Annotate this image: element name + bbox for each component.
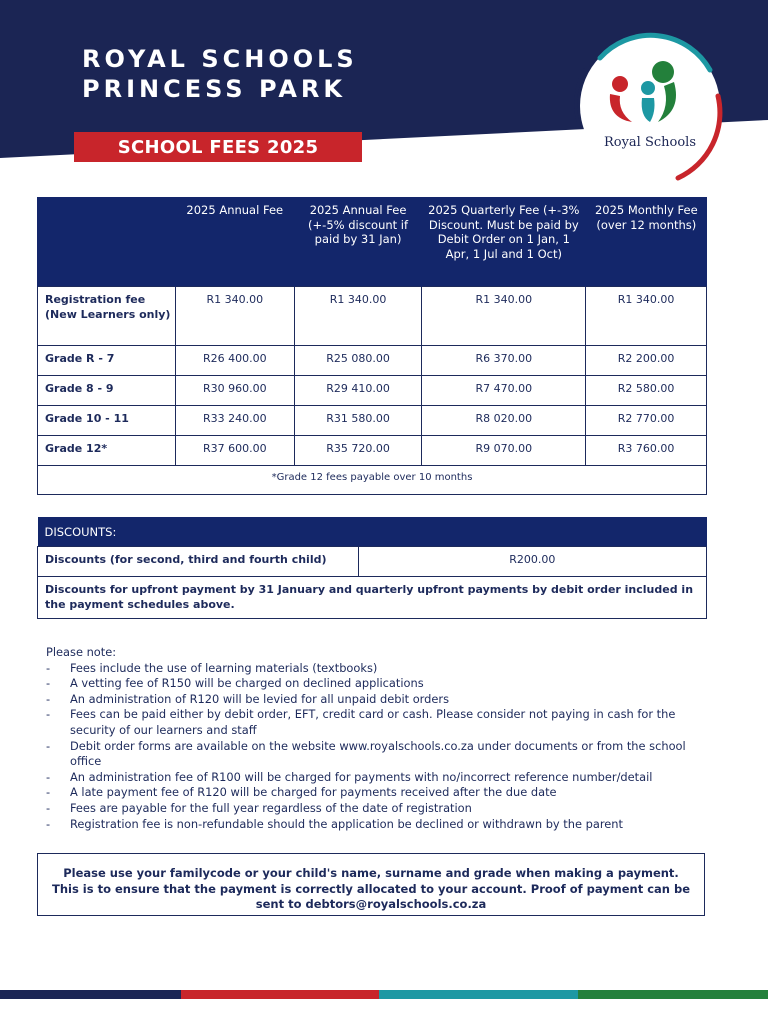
fee-row-label: Registration fee (New Learners only) [38, 287, 176, 346]
note-text: Registration fee is non-refundable should the application be declined or withdrawn by the parent [70, 816, 623, 831]
royal-schools-logo [570, 26, 730, 186]
list-item: - Fees include the use of learning materials (textbooks) [46, 660, 378, 675]
fees-column-header-monthly: 2025 Monthly Fee (over 12 months) [586, 197, 707, 287]
school-title [82, 44, 358, 104]
table-row [38, 287, 707, 346]
fee-annual-discount: R1 340.00 [294, 287, 422, 346]
footer-bar-green [578, 990, 768, 999]
fee-monthly: R2 580.00 [586, 376, 707, 406]
fee-monthly: R2 770.00 [586, 406, 707, 436]
logo-figure-red-head [612, 76, 628, 92]
fee-row-label: Grade 8 - 9 [38, 376, 176, 406]
fee-annual: R37 600.00 [175, 436, 294, 466]
fees-table-header-row [38, 197, 707, 287]
fee-quarterly: R1 340.00 [422, 287, 586, 346]
discounts-header-row [38, 517, 707, 547]
fee-monthly: R2 200.00 [586, 346, 707, 376]
note-text: An administration fee of R100 will be charged for payments with no/incorrect reference number/detail [70, 769, 653, 784]
notes-heading: Please note: [46, 645, 117, 659]
fee-quarterly: R6 370.00 [422, 346, 586, 376]
footnote-row [38, 466, 707, 495]
note-text: Debit order forms are available on the website www.royalschools.co.za under documents or from the school office [70, 738, 686, 769]
discounts-table [37, 517, 707, 619]
fee-monthly: R3 760.00 [586, 436, 707, 466]
note-text: Fees include the use of learning materials (textbooks) [70, 660, 378, 675]
fees-column-header-quarterly: 2025 Quarterly Fee (+-3% Discount. Must be paid by Debit Order on 1 Jan, 1 Apr, 1 Jul and 1 Oct) [422, 197, 586, 287]
table-row [38, 376, 707, 406]
logo-figure-green-head [652, 61, 674, 83]
list-item: - An administration fee of R100 will be charged for payments with no/incorrect reference number/detail [46, 769, 653, 784]
fee-annual: R26 400.00 [175, 346, 294, 376]
list-item: - Fees are payable for the full year regardless of the date of registration [46, 800, 472, 815]
list-item: - Fees can be paid either by debit order, EFT, credit card or cash. Please consider not paying in cash for the security of our learners and staff [46, 707, 676, 737]
note-text: An administration of R120 will be levied for all unpaid debit orders [70, 691, 449, 706]
footer-bar-teal [379, 990, 578, 999]
table-row [38, 547, 707, 577]
footer-bar-red [181, 990, 379, 999]
upfront-discount-note: Discounts for upfront payment by 31 January and quarterly upfront payments by debit order included in the payment schedules above. [38, 577, 707, 619]
list-item: - Debit order forms are available on the website www.royalschools.co.za under documents or from the school office [46, 738, 686, 769]
school-fees-banner: SCHOOL FEES 2025 [74, 132, 362, 162]
note-text: A vetting fee of R150 will be charged on declined applications [70, 676, 424, 691]
fee-quarterly: R8 020.00 [422, 406, 586, 436]
table-row [38, 406, 707, 436]
payment-reference-notice: Please use your familycode or your child's name, surname and grade when making a payment. This is to ensure that the payment is correctly allocated to your account. Proof of payment can be sent to debtors@royalschools.co.za [37, 853, 705, 916]
school-title-line1: ROYAL SCHOOLS [82, 45, 358, 73]
list-item: - An administration of R120 will be levied for all unpaid debit orders [46, 691, 449, 706]
note-text: Fees are payable for the full year regardless of the date of registration [70, 800, 472, 815]
please-note-section [46, 645, 706, 832]
fee-annual-discount: R25 080.00 [294, 346, 422, 376]
fee-annual-discount: R31 580.00 [294, 406, 422, 436]
fee-annual-discount: R35 720.00 [294, 436, 422, 466]
fees-column-header-annual-discount: 2025 Annual Fee (+-5% discount if paid by 31 Jan) [294, 197, 422, 287]
note-text: A late payment fee of R120 will be charged for payments received after the due date [70, 785, 557, 800]
school-title-line2: PRINCESS PARK [82, 75, 346, 103]
fee-annual: R1 340.00 [175, 287, 294, 346]
fee-monthly: R1 340.00 [586, 287, 707, 346]
fees-column-header-annual: 2025 Annual Fee [175, 197, 294, 287]
footer-bar-navy [0, 990, 181, 999]
sibling-discount-amount: R200.00 [358, 547, 706, 577]
school-fees-table [37, 197, 707, 495]
list-item: - Registration fee is non-refundable should the application be declined or withdrawn by the parent [46, 816, 623, 831]
fee-annual: R33 240.00 [175, 406, 294, 436]
table-row [38, 436, 707, 466]
list-item: - A vetting fee of R150 will be charged on declined applications [46, 676, 424, 691]
logo-text: Royal Schools [603, 135, 697, 150]
sibling-discount-label: Discounts (for second, third and fourth child) [38, 547, 359, 577]
fees-column-header-empty [38, 197, 176, 287]
notes-list [46, 661, 706, 833]
fee-annual-discount: R29 410.00 [294, 376, 422, 406]
table-row [38, 346, 707, 376]
list-item: - A late payment fee of R120 will be charged for payments received after the due date [46, 785, 557, 800]
fee-row-label: Grade R - 7 [38, 346, 176, 376]
note-text: Fees can be paid either by debit order, EFT, credit card or cash. Please consider not paying in cash for the security of our learners and staff [70, 707, 676, 737]
fee-row-label: Grade 10 - 11 [38, 406, 176, 436]
logo-figure-teal-head [641, 81, 655, 95]
fee-annual: R30 960.00 [175, 376, 294, 406]
fee-row-label: Grade 12* [38, 436, 176, 466]
grade12-footnote: *Grade 12 fees payable over 10 months [38, 466, 707, 495]
fee-quarterly: R9 070.00 [422, 436, 586, 466]
table-row [38, 577, 707, 619]
footer-color-bar [0, 990, 768, 999]
fee-quarterly: R7 470.00 [422, 376, 586, 406]
discounts-header: DISCOUNTS: [38, 517, 707, 547]
